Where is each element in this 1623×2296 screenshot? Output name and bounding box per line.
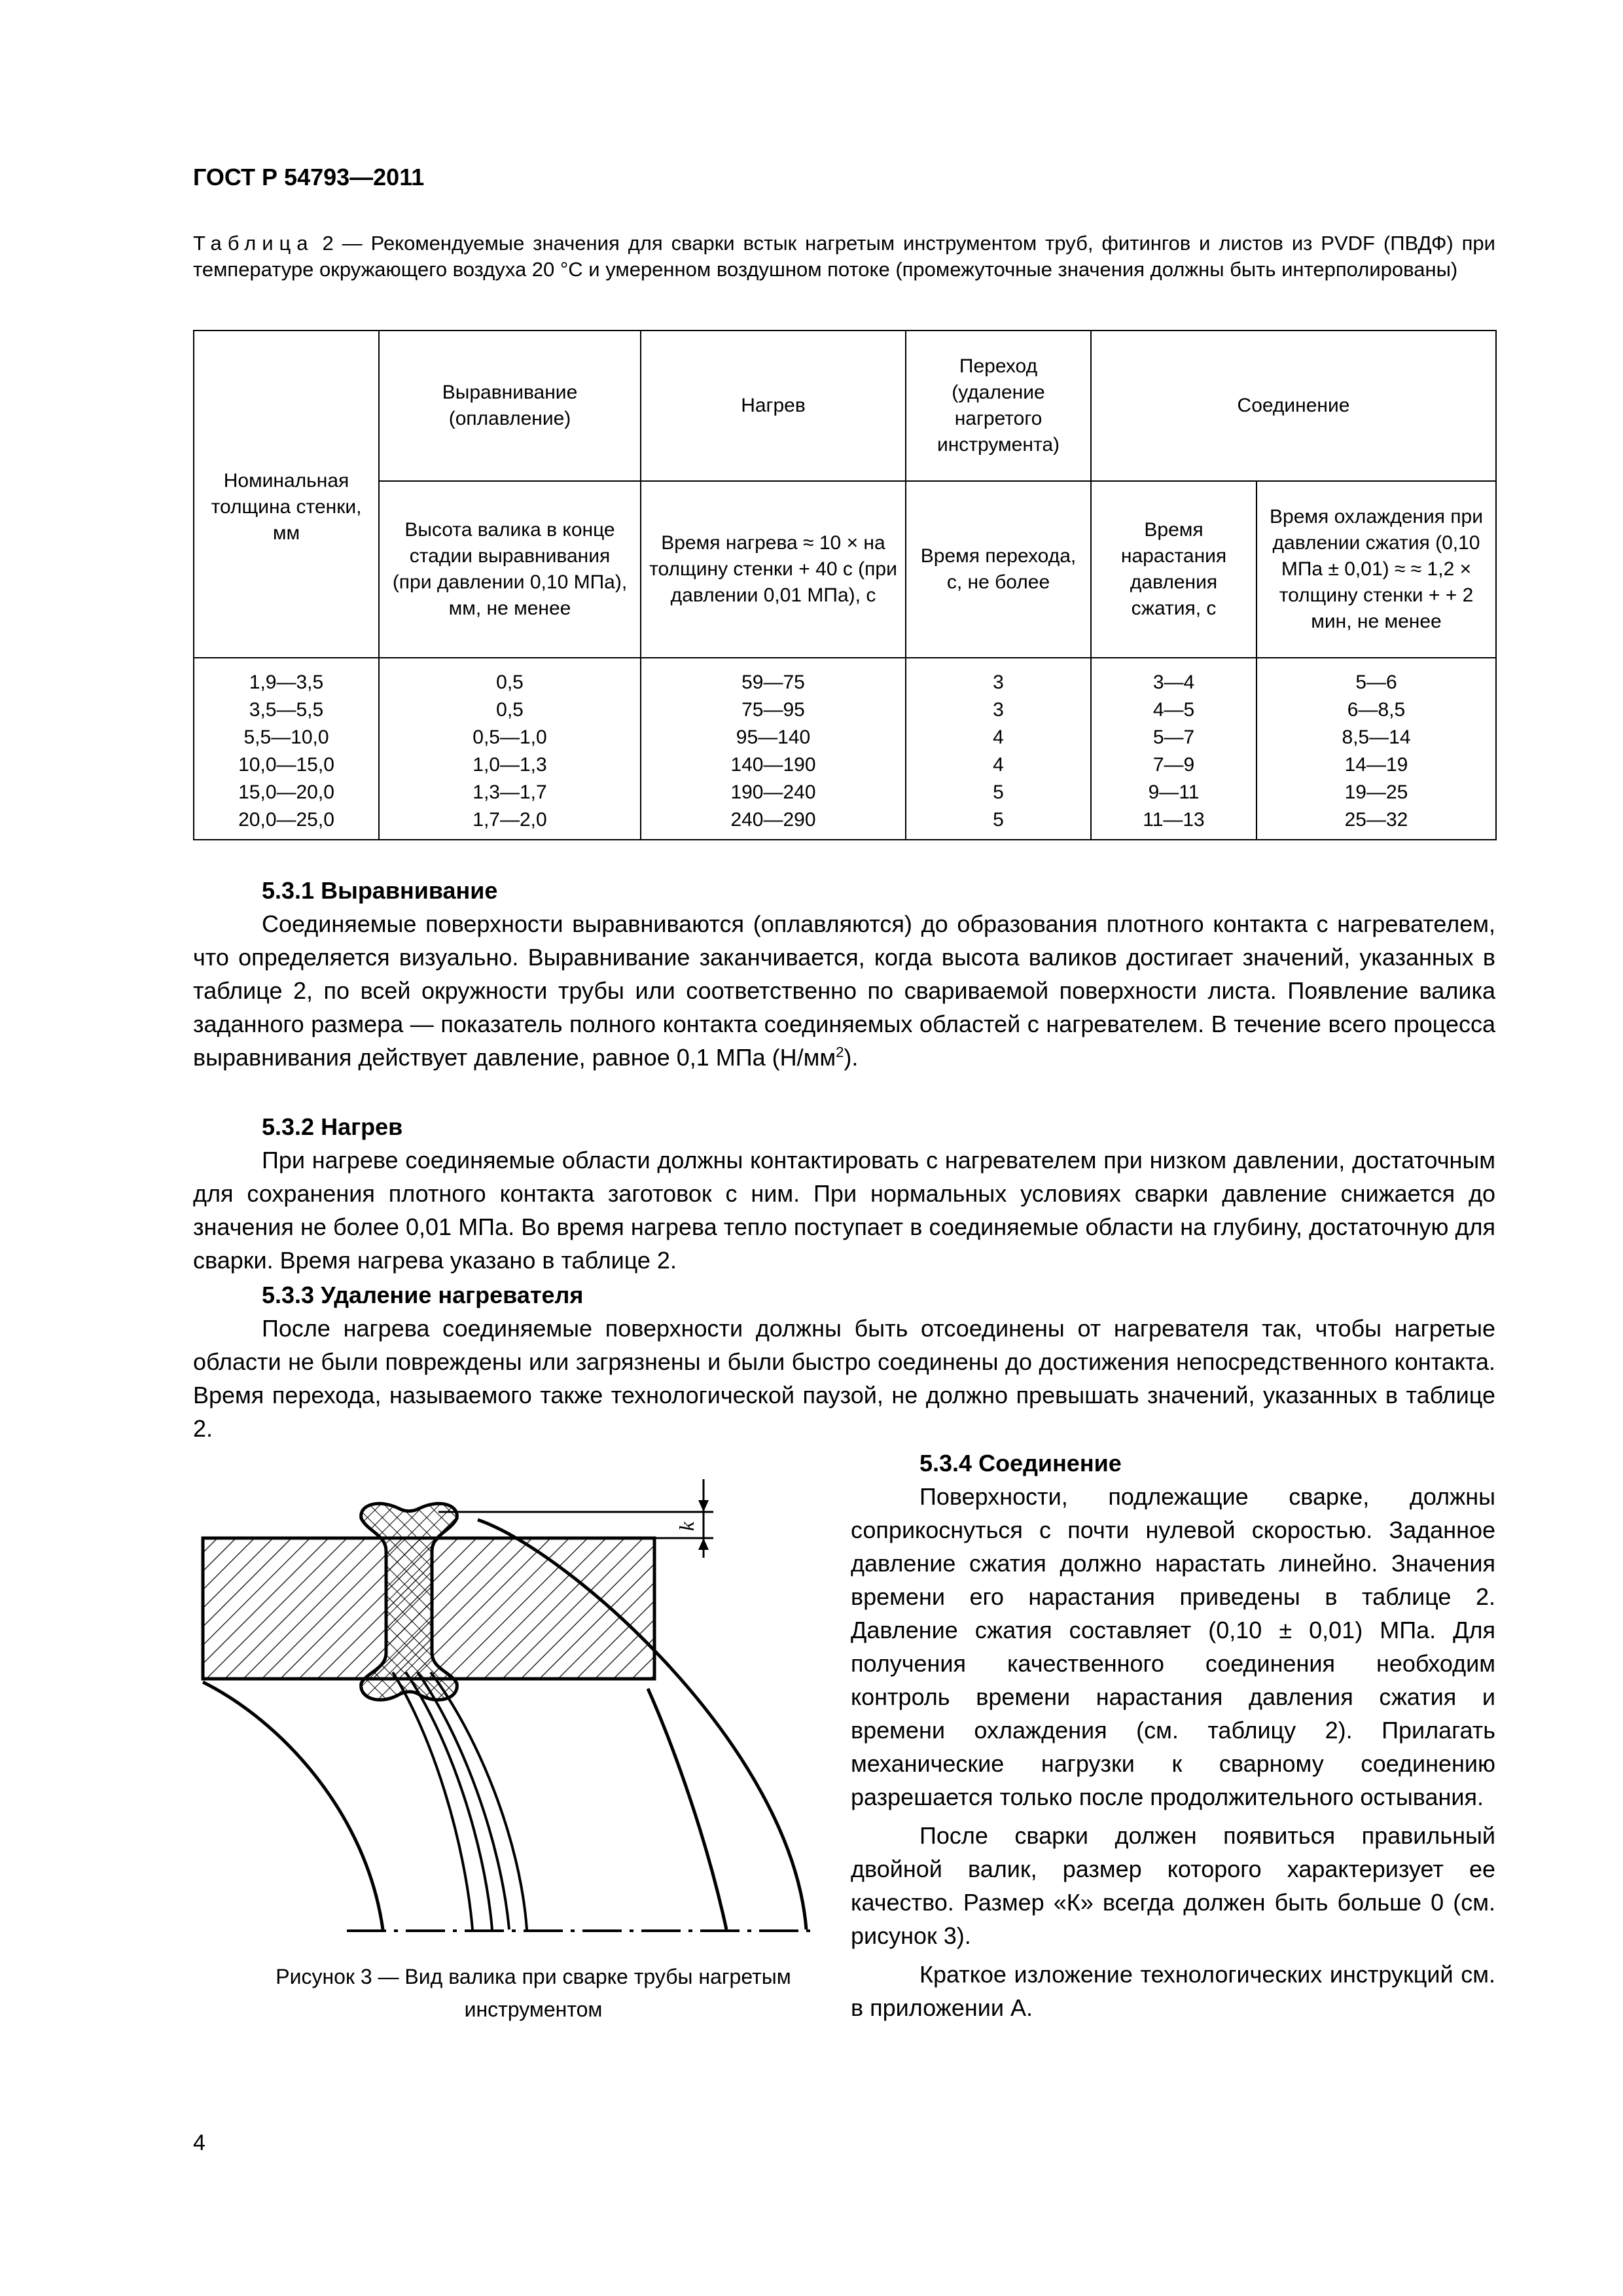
subheader-heating-time: Время нагрева ≈ 10 × на толщину стенки + 40 с (при давлении 0,01 МПа), с [641, 481, 906, 658]
table-cell: 20,0—25,0 [238, 809, 334, 831]
header-heating: Нагрев [641, 331, 906, 481]
column-heating-time-values [641, 658, 906, 840]
table-cell: 1,9—3,5 [249, 672, 324, 693]
table-cell: 1,3—1,7 [473, 781, 547, 803]
section-paragraph: При нагреве соединяемые области должны контактировать с нагревателем при низком давлении, достаточным для сохранения плотного контакта заготовок с ним. При нормальных условиях сварки давление снижается до значения не более 0,01 МПа. Во время нагрева тепло поступает в соединяемые области на глубину, достаточную для сварки. Время нагрева указано в таблице 2. [193, 1147, 1495, 1274]
table-cell: 95—140 [736, 726, 811, 748]
table-cell: 5—6 [1355, 672, 1397, 693]
table-caption [193, 230, 1495, 283]
table-cell: 3—4 [1152, 672, 1195, 693]
table-cell: 11—13 [1143, 809, 1205, 831]
table-cell: 0,5 [496, 699, 524, 721]
table-cell: 4 [993, 754, 1004, 776]
table-cell: 5,5—10,0 [243, 726, 329, 748]
header-transition: Переход (удаление нагретого инструмента) [906, 331, 1091, 481]
section-5-3-2 [193, 1110, 1495, 1277]
table-cell: 14—19 [1344, 754, 1408, 776]
table-cell: 4 [993, 726, 1004, 748]
header-nominal-thickness: Номинальная толщина стенки, мм [194, 331, 379, 658]
table-cell: 19—25 [1344, 781, 1408, 803]
table-cell: 240—290 [730, 809, 816, 831]
table-cell: 0,5—1,0 [473, 726, 547, 748]
header-alignment: Выравнивание (оплавление) [379, 331, 641, 481]
column-bead-height-values [379, 658, 641, 840]
subheader-transition-time: Время перехода, с, не более [906, 481, 1091, 658]
table-cell: 9—11 [1148, 781, 1200, 803]
table-cell: 15,0—20,0 [238, 781, 334, 803]
table-cell: 190—240 [730, 781, 816, 803]
table-cell: 8,5—14 [1342, 726, 1411, 748]
header-joining: Соединение [1091, 331, 1496, 481]
column-transition-time-values [906, 658, 1091, 840]
subheader-pressure-rise: Время нарастания давления сжатия, с [1091, 481, 1257, 658]
table-cell: 25—32 [1344, 809, 1408, 831]
section-paragraph: После сварки должен появиться правильный двойной валик, размер которого характеризует ее качество. Размер «К» всегда должен быть больше 0 (см. рисунок 3). [851, 1822, 1495, 1949]
section-title: 5.3.2 Нагрев [262, 1113, 403, 1140]
table-cell: 3 [993, 672, 1004, 693]
table-cell: 0,5 [496, 672, 524, 693]
section-5-3-1 [193, 874, 1495, 1074]
table-cell: 5 [993, 809, 1004, 831]
bead-figure [190, 1473, 818, 1957]
section-paragraph: Поверхности, подлежащие сварке, должны соприкоснуться с почти нулевой скоростью. Заданное давление сжатия должно нарастать линейно. Значения времени его нарастания приведены в таблице 2. Давление сжатия составляет (0,10 ± 0,01) МПа. Для получения качественного соединения необходим контроль времени нарастания давления сжатия и времени охлаждения (см. таблицу 2). Прилагать механические нагрузки к сварному соединению разрешается только после продолжительного остывания. [851, 1483, 1495, 1810]
column-nominal-values [194, 658, 379, 840]
section-paragraph: Краткое изложение технологических инструкций см. в приложении А. [851, 1961, 1495, 2021]
table-cell: 6—8,5 [1347, 699, 1406, 721]
table-cell: 5 [993, 781, 1004, 803]
section-5-3-3 [193, 1278, 1495, 1445]
table-caption-label: Таблица [193, 232, 314, 255]
table-cell: 4—5 [1152, 699, 1195, 721]
table-cell: 59—75 [741, 672, 805, 693]
table-cell: 1,0—1,3 [473, 754, 547, 776]
table-cell: 10,0—15,0 [238, 754, 334, 776]
doc-header: ГОСТ Р 54793—2011 [193, 164, 425, 190]
section-title: 5.3.1 Выравнивание [262, 877, 498, 904]
table-cell: 75—95 [741, 699, 805, 721]
welding-params-table [193, 330, 1497, 840]
table-cell: 5—7 [1152, 726, 1195, 748]
table-cell: 140—190 [730, 754, 816, 776]
section-5-3-4 [851, 1446, 1495, 2024]
subheader-bead-height: Высота валика в конце стадии выравнивания (при давлении 0,10 МПа), мм, не менее [379, 481, 641, 658]
section-paragraph: Соединяемые поверхности выравниваются (оплавляются) до образования плотного контакта с нагревателем, что определяется визуально. Выравнивание заканчивается, когда высота валиков достигает значений, указанных в таблице 2, по всей окружности трубы или соответственно по свариваемой поверхности листа. Появление валика заданного размера — показатель полного контакта соединяемых областей с нагревателем. В течение всего процесса выравнивания действует давление, равное 0,1 МПа $(Н/мм^2)$. [193, 910, 1495, 1071]
table-cell: 7—9 [1152, 754, 1195, 776]
table-cell: 3 [993, 699, 1004, 721]
table-cell: 3,5—5,5 [249, 699, 324, 721]
table-caption-text: 2 — Рекомендуемые значения для сварки встык нагретым инструментом труб, фитингов и листов из PVDF (ПВДФ) при температуре окружающего воздуха 20 °С и умеренном воздушном потоке (промежуточные значения должны быть интерполированы) [193, 232, 1495, 281]
section-title: 5.3.3 Удаление нагревателя [262, 1282, 584, 1308]
column-cooling-time-values [1257, 658, 1496, 840]
column-pressure-rise-values [1091, 658, 1257, 840]
table-cell: 1,7—2,0 [473, 809, 547, 831]
page-number: 4 [193, 2130, 205, 2155]
section-paragraph: После нагрева соединяемые поверхности должны быть отсоединены от нагревателя так, чтобы нагретые области не были повреждены или загрязнены и были быстро соединены до достижения непосредственного контакта. Время перехода, называемого также технологической паузой, не должно превышать значений, указанных в таблице 2. [193, 1315, 1495, 1442]
k-label: k [675, 1521, 698, 1532]
section-title: 5.3.4 Соединение [919, 1450, 1122, 1477]
subheader-cooling-time: Время охлаждения при давлении сжатия (0,10 МПа ± 0,01) ≈ ≈ 1,2 × толщину стенки + + 2 мин, не менее [1257, 481, 1496, 658]
figure-caption: Рисунок 3 — Вид валика при сварке трубы нагретым инструментом [276, 1965, 791, 2021]
